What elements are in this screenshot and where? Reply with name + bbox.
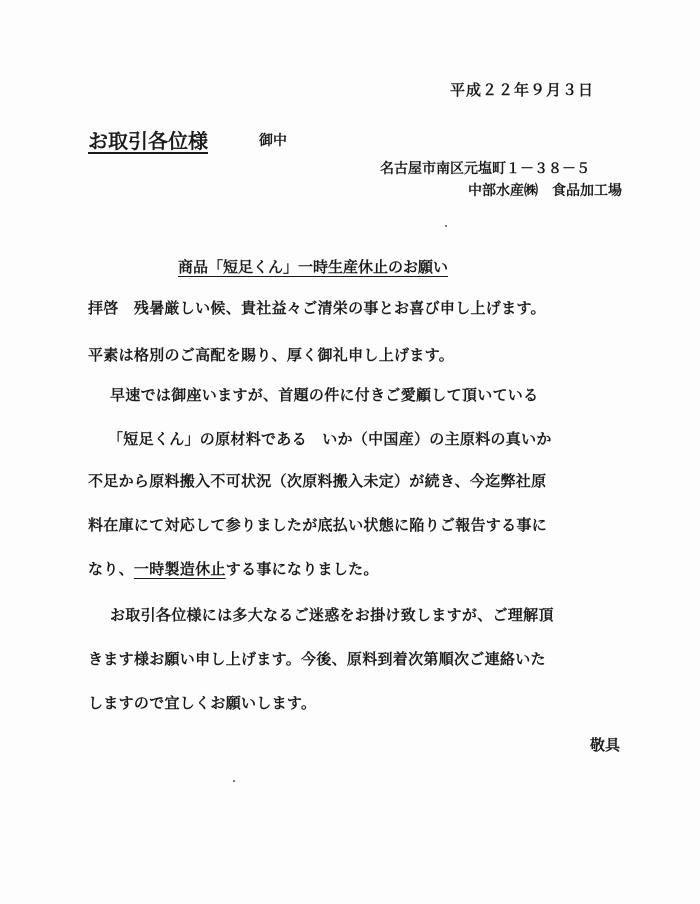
body-line: お取引各位様には多大なるご迷惑をお掛け致しますが、ご理解頂: [110, 606, 554, 624]
body-text: する事になりました。: [225, 560, 379, 578]
body-line: しますので宜しくお願いします。: [88, 694, 317, 712]
recipient-honorific: 御中: [259, 133, 287, 149]
body-line: 平素は格別のご高配を賜り、厚く御礼申し上げます。: [88, 346, 455, 364]
body-line: 不足から原料搬入不可状況（次原料搬入未定）が続き、今迄弊社原: [88, 472, 547, 490]
body-text: なり、: [88, 560, 134, 578]
body-line: 料在庫にて対応して参りましたが底払い状態に陥りご報告する事に: [88, 516, 548, 534]
body-line: 「短足くん」の原材料である いか（中国産）の主原料の真いか: [108, 430, 552, 448]
body-line: [88, 558, 379, 579]
scan-speck: [233, 780, 235, 782]
body-line: きます様お願い申し上げます。今後、原料到着次第順次ご連絡いた: [88, 650, 546, 668]
recipient: お取引各位様: [88, 129, 208, 153]
emphasis-text: 一時製造休止: [133, 560, 226, 578]
scan-speck: [445, 225, 447, 227]
body-line: 拝啓 残暑厳しい候、貴社益々ご清栄の事とお喜び申し上げます。: [88, 299, 546, 317]
body-line: 早速では御座いますが、首題の件に付きご愛顧して頂いている: [110, 386, 539, 404]
letter-subject: 商品「短足くん」一時生産休止のお願い: [178, 258, 449, 276]
sender-address: 名古屋市南区元塩町１－３８－５: [380, 161, 590, 177]
closing: 敬具: [590, 736, 621, 754]
sender-company: 中部水産㈱ 食品加工場: [468, 183, 622, 199]
letter-date: 平成２２年９月３日: [450, 81, 595, 99]
